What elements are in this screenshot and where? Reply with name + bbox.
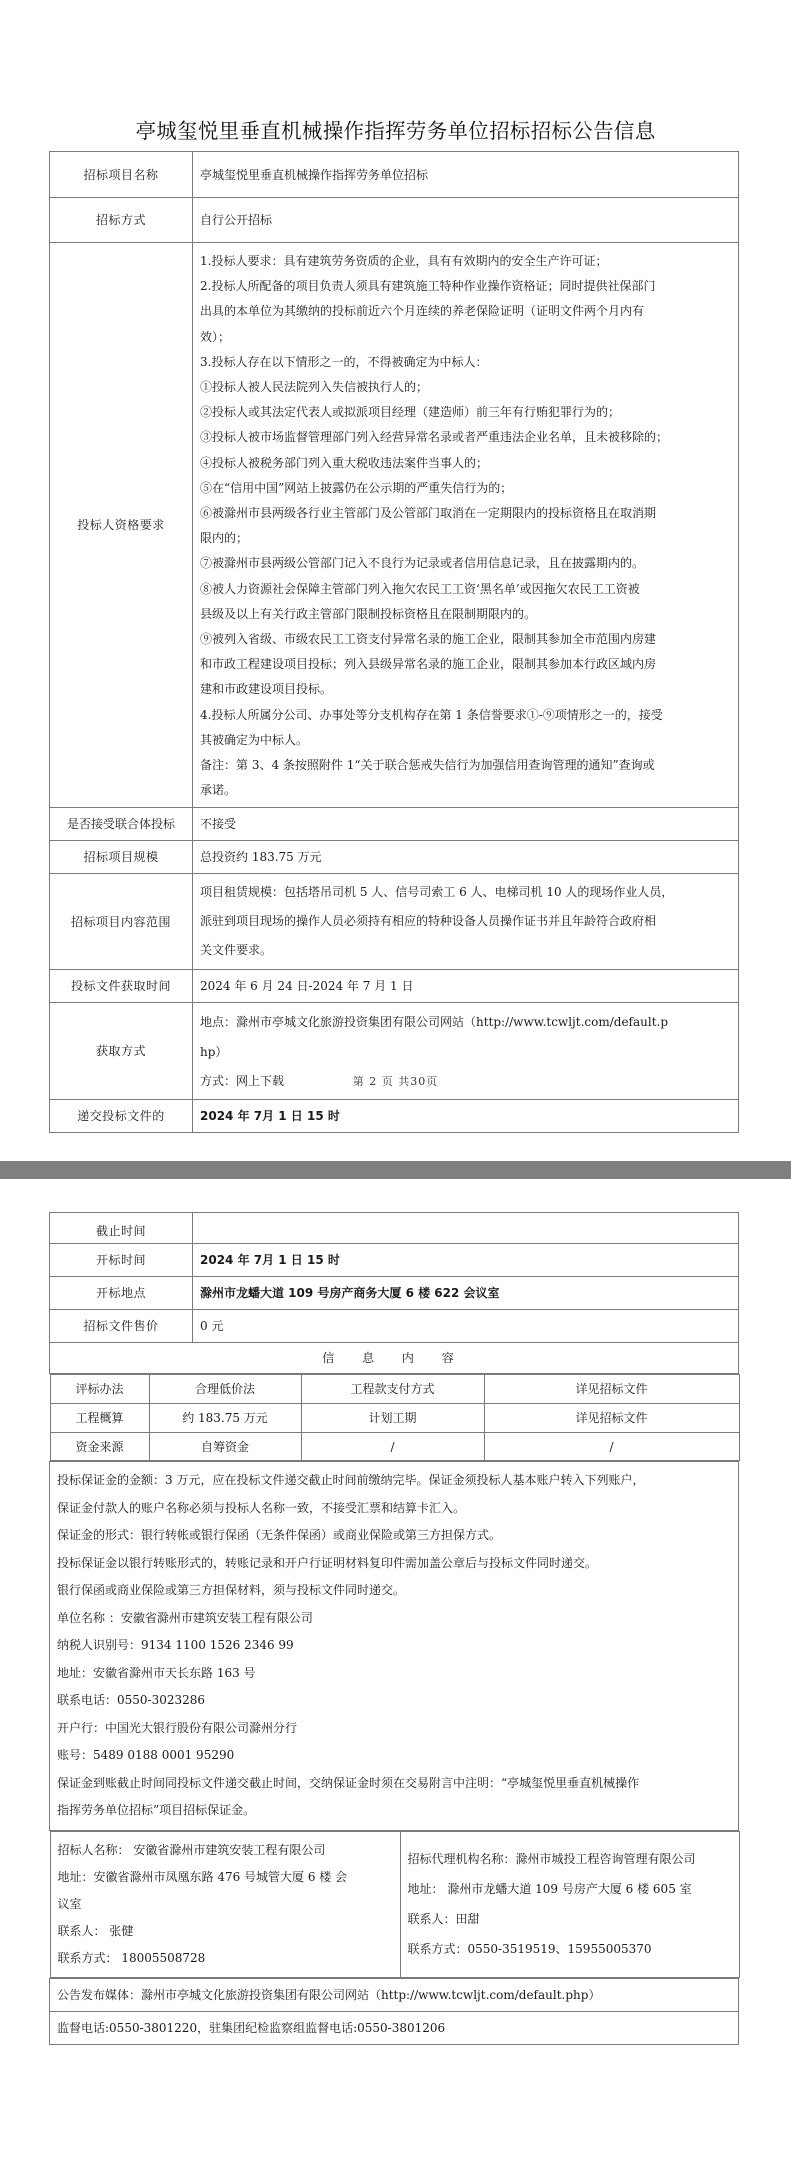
- tenderer-line: 招标人名称： 安徽省滁州市建筑安装工程有限公司: [57, 1842, 326, 1857]
- document-title: 亭城玺悦里垂直机械操作指挥劳务单位招标招标公告信息: [135, 119, 656, 143]
- deposit-line: 账号：5489 0188 0001 95290: [57, 1748, 235, 1762]
- req-line: 县级及以上有关行政主管部门限制投标资格且在限制期限内的。: [200, 606, 537, 621]
- obtain-line: 地点：滁州市亭城文化旅游投资集团有限公司网站（http://www.tcwljt.com/default.p: [200, 1015, 669, 1030]
- row-tender-method: [50, 198, 739, 243]
- info-row: [50, 1375, 739, 1404]
- label-doc-time: 投标文件获取时间: [50, 970, 193, 1003]
- label-submit: 递交投标文件的: [50, 1100, 193, 1133]
- info-cell: 评标办法: [50, 1375, 149, 1404]
- info-cell: 约 183.75 万元: [149, 1404, 301, 1433]
- row-submit: [50, 1100, 739, 1133]
- value-deadline: [193, 1213, 739, 1244]
- row-consortium: [50, 808, 739, 841]
- deposit-line: 保证金到账截止时间同投标文件递交截止时间，交纳保证金时须在交易附言中注明：“亭城玺悦里垂直机械操作: [57, 1775, 640, 1790]
- label-open-time: 开标时间: [50, 1244, 193, 1277]
- info-cell: 详见招标文件: [484, 1404, 739, 1433]
- label-consortium: 是否接受联合体投标: [50, 808, 193, 841]
- req-line: ②投标人或其法定代表人或拟派项目经理（建造师）前三年有行贿犯罪行为的；: [200, 405, 621, 420]
- info-row: [50, 1433, 739, 1461]
- label-open-place: 开标地点: [50, 1277, 193, 1310]
- publish-media: 公告发布媒体：滁州市亭城文化旅游投资集团有限公司网站（http://www.tcwljt.com/default.php）: [50, 1978, 739, 2011]
- info-row: [50, 1404, 739, 1433]
- deposit-info: [50, 1462, 739, 1831]
- req-line: 其被确定为中标人。: [200, 732, 309, 747]
- row-open-time: [50, 1244, 739, 1277]
- row-deposit: [50, 1462, 739, 1831]
- page-separator: [0, 1161, 791, 1179]
- label-scope: 招标项目内容范围: [50, 874, 193, 970]
- req-line: 承诺。: [200, 783, 237, 798]
- req-line: ④投标人被税务部门列入重大税收违法案件当事人的；: [200, 455, 489, 470]
- value-doc-price: 0 元: [193, 1310, 739, 1343]
- row-deadline: [50, 1213, 739, 1244]
- req-line: ⑤在“信用中国”网站上披露仍在公示期的严重失信行为的；: [200, 480, 513, 495]
- deposit-line: 投标保证金的金额：3 万元，应在投标文件递交截止时间前缴纳完毕。保证金须投标人基本账户转入下列账户，: [57, 1473, 645, 1487]
- document-page-2: [0, 1179, 791, 2177]
- deposit-line: 纳税人识别号：9134 1100 1526 2346 99: [57, 1638, 294, 1652]
- tenderer-line: 地址：安徽省滁州市凤凰东路 476 号城管大厦 6 楼 会: [57, 1869, 348, 1884]
- req-line: ⑧被人力资源社会保障主管部门列入拖欠农民工工资‘黑名单’或因拖欠农民工工资被: [200, 581, 640, 596]
- row-supervision: [50, 2011, 739, 2044]
- row-doc-price: [50, 1310, 739, 1343]
- deposit-line: 保证金付款人的账户名称必须与投标人名称一致，不接受汇票和结算卡汇入。: [57, 1500, 466, 1515]
- req-line: 3.投标人存在以下情形之一的，不得被确定为中标人：: [200, 354, 488, 369]
- row-contacts: [50, 1830, 739, 1978]
- tenderer-line: 联系人： 张健: [57, 1923, 134, 1938]
- info-cell: 详见招标文件: [484, 1375, 739, 1404]
- scope-line: 项目租赁规模：包括塔吊司机 5 人、信号司索工 6 人、电梯司机 10 人的现场作业人员，: [200, 885, 674, 900]
- supervision-phone: 监督电话:0550-3801220，驻集团纪检监察组监督电话:0550-3801206: [50, 2011, 739, 2044]
- deposit-line: 单位名称 ：安徽省滁州市建筑安装工程有限公司: [57, 1610, 313, 1625]
- tenderer-info: [50, 1831, 400, 1977]
- deposit-line: 开户行：中国光大银行股份有限公司滁州分行: [57, 1720, 298, 1735]
- row-media: [50, 1978, 739, 2011]
- info-cell: 资金来源: [50, 1433, 149, 1461]
- value-open-place: 滁州市龙蟠大道 109 号房产商务大厦 6 楼 622 会议室: [193, 1277, 739, 1310]
- value-project-name: 亭城玺悦里垂直机械操作指挥劳务单位招标: [193, 152, 739, 198]
- req-line: 1.投标人要求：具有建筑劳务资质的企业，具有有效期内的安全生产许可证；: [200, 254, 608, 268]
- agency-info: [400, 1831, 739, 1977]
- req-line: 建和市政建设项目投标。: [200, 682, 333, 697]
- info-cell: 合理低价法: [149, 1375, 301, 1404]
- tender-info-table: [49, 151, 739, 1133]
- req-line: ③投标人被市场监督管理部门列入经营异常名录或者严重违法企业名单，且未被移除的；: [200, 430, 669, 445]
- req-line: 效）；: [200, 329, 231, 344]
- value-submit: 2024 年 7月 1 日 15 时: [193, 1100, 739, 1133]
- req-line: 限内的；: [200, 531, 249, 546]
- value-scale: 总投资约 183.75 万元: [193, 841, 739, 874]
- agency-line: 地址： 滁州市龙蟠大道 109 号房产大厦 6 楼 605 室: [407, 1882, 692, 1896]
- label-qualification: 投标人资格要求: [50, 243, 193, 808]
- req-line: 2.投标人所配备的项目负责人须具有建筑施工特种作业操作资格证；同时提供社保部门: [200, 279, 656, 294]
- deposit-line: 保证金的形式：银行转帐或银行保函（无条件保函）或商业保险或第三方担保方式。: [57, 1528, 502, 1542]
- label-doc-price: 招标文件售价: [50, 1310, 193, 1343]
- tender-detail-table: [49, 1212, 739, 2045]
- req-line: 4.投标人所属分公司、办事处等分支机构存在第 1 条信誉要求①-⑨项情形之一的，接受: [200, 707, 663, 722]
- obtain-line: 方式：网上下载: [200, 1074, 285, 1089]
- row-qualification: [50, 243, 739, 808]
- label-tender-method: 招标方式: [50, 198, 193, 243]
- row-scale: [50, 841, 739, 874]
- row-info-grid: [50, 1374, 739, 1462]
- row-doc-time: [50, 970, 739, 1003]
- info-cell: /: [301, 1433, 484, 1461]
- scope-line: 派驻到项目现场的操作人员必须持有相应的特种设备人员操作证书并且年龄符合政府相: [200, 914, 657, 929]
- info-cell: /: [484, 1433, 739, 1461]
- req-line: 出具的本单位为其缴纳的投标前近六个月连续的养老保险证明（证明文件两个月内有: [200, 304, 645, 319]
- req-line: 备注：第 3、4 条按照附件 1“关于联合惩戒失信行为加强信用查询管理的通知”查询或: [200, 758, 655, 773]
- contacts-grid: [50, 1831, 740, 1978]
- row-project-name: [50, 152, 739, 198]
- info-cell: 工程款支付方式: [301, 1375, 484, 1404]
- row-scope: [50, 874, 739, 970]
- row-info-header: [50, 1343, 739, 1374]
- deposit-line: 投标保证金以银行转账形式的，转账记录和开户行证明材料复印件需加盖公章后与投标文件同时递交。: [57, 1555, 598, 1570]
- req-line: ①投标人被人民法院列入失信被执行人的；: [200, 380, 429, 395]
- agency-line: 联系人：田甜: [407, 1912, 480, 1926]
- agency-line: 联系方式：0550-3519519、15955005370: [407, 1942, 652, 1956]
- deposit-line: 地址：安徽省滁州市天长东路 163 号: [57, 1665, 256, 1680]
- label-deadline: 截止时间: [50, 1213, 193, 1244]
- req-line: ⑨被列入省级、市级农民工工资支付异常名录的施工企业，限制其参加全市范围内房建: [200, 632, 657, 647]
- label-project-name: 招标项目名称: [50, 152, 193, 198]
- info-cell: 工程概算: [50, 1404, 149, 1433]
- page-number: 第 2 页 共30页: [352, 1075, 439, 1088]
- req-line: 和市政工程建设项目投标；列入县级异常名录的施工企业，限制其参加本行政区域内房: [200, 657, 657, 672]
- info-cell: 计划工期: [301, 1404, 484, 1433]
- value-tender-method: 自行公开招标: [193, 198, 739, 243]
- obtain-line: hp）: [200, 1045, 228, 1060]
- agency-line: 招标代理机构名称：滁州市城投工程咨询管理有限公司: [407, 1852, 696, 1866]
- value-qualification: [193, 243, 739, 808]
- deposit-line: 银行保函或商业保险或第三方担保材料，须与投标文件同时递交。: [57, 1583, 406, 1597]
- value-consortium: 不接受: [193, 808, 739, 841]
- req-line: ⑥被滁州市县两级各行业主管部门及公管部门取消在一定期限内的投标资格且在取消期: [200, 506, 657, 521]
- info-cell: 自筹资金: [149, 1433, 301, 1461]
- value-doc-time: 2024 年 6 月 24 日-2024 年 7 月 1 日: [193, 970, 739, 1003]
- info-grid: [50, 1374, 740, 1461]
- deposit-line: 指挥劳务单位招标”项目招标保证金。: [57, 1803, 256, 1817]
- row-open-place: [50, 1277, 739, 1310]
- tenderer-line: 议室: [57, 1896, 82, 1911]
- label-scale: 招标项目规模: [50, 841, 193, 874]
- value-scope: [193, 874, 739, 970]
- req-line: ⑦被滁州市县两级公管部门记入不良行为记录或者信用信息记录，且在披露期内的。: [200, 556, 645, 571]
- scope-line: 关文件要求。: [200, 943, 273, 958]
- deposit-line: 联系电话：0550-3023286: [57, 1693, 206, 1707]
- info-section-header: 信 息 内 容: [50, 1343, 739, 1374]
- value-open-time: 2024 年 7月 1 日 15 时: [193, 1244, 739, 1277]
- label-obtain-method: 获取方式: [50, 1003, 193, 1100]
- tenderer-line: 联系方式： 18005508728: [57, 1950, 206, 1965]
